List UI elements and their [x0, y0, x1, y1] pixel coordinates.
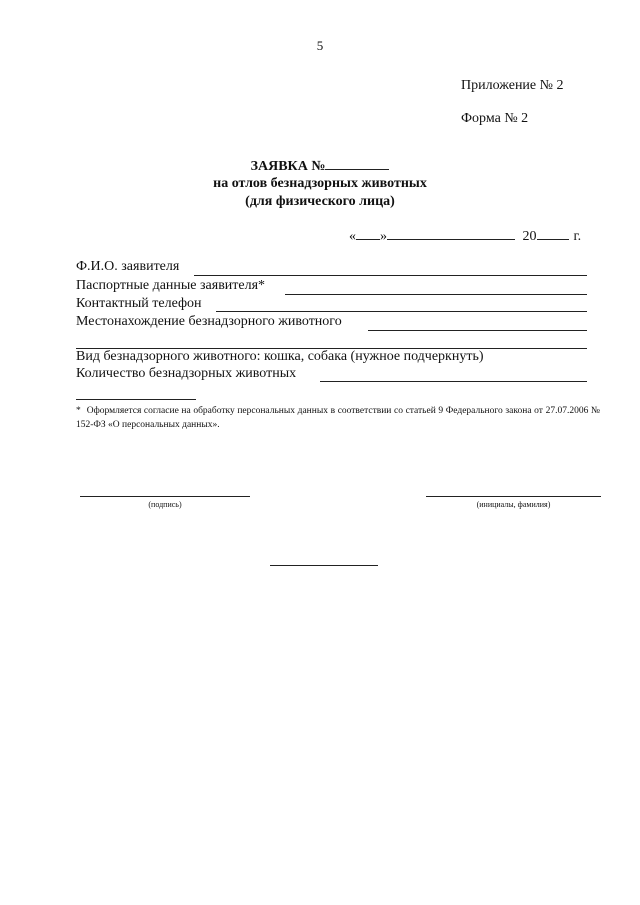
month-blank[interactable] [387, 227, 515, 240]
footnote-text: Оформляется согласие на обработку персональных данных в соответствии со статьей 9 Федерального закона от 27.07.2006 № 152-ФЗ «О персональных данных». [76, 406, 600, 430]
date-row [349, 227, 581, 245]
date-close-quote: » [380, 229, 387, 244]
applicant-name-label: Ф.И.О. заявителя [76, 259, 180, 274]
passport-label: Паспортные данные заявителя* [76, 278, 266, 293]
initials-line[interactable] [426, 496, 601, 497]
application-subtitle: на отлов безнадзорных животных [213, 176, 427, 191]
applicant-name-line[interactable] [194, 275, 587, 276]
location-line[interactable] [368, 330, 587, 331]
application-subtitle-person: (для физического лица) [245, 194, 395, 209]
form-number-label: Форма № 2 [461, 111, 529, 126]
date-open-quote: « [349, 229, 356, 244]
phone-line[interactable] [216, 311, 587, 312]
year-blank[interactable] [537, 227, 569, 240]
phone-label: Контактный телефон [76, 296, 202, 311]
appendix-label: Приложение № 2 [461, 78, 564, 93]
location-label: Местонахождение безнадзорного животного [76, 314, 342, 329]
application-number-blank[interactable] [325, 157, 389, 170]
footnote [76, 404, 600, 432]
end-separator [270, 565, 378, 566]
signature-label: (подпись) [148, 500, 182, 509]
animal-type-label: Вид безнадзорного животного: кошка, собака (нужное подчеркнуть) [76, 349, 484, 364]
day-blank[interactable] [356, 227, 380, 240]
initials-label: (инициалы, фамилия) [476, 500, 551, 509]
footnote-marker: * [76, 406, 81, 416]
footnote-separator [76, 399, 196, 400]
animal-count-label: Количество безнадзорных животных [76, 366, 297, 381]
signature-line[interactable] [80, 496, 250, 497]
year-prefix: 20 [522, 229, 537, 244]
year-suffix: г. [573, 229, 582, 244]
application-title [0, 157, 640, 175]
passport-line[interactable] [285, 294, 587, 295]
page-number: 5 [316, 38, 324, 53]
animal-count-line[interactable] [320, 381, 587, 382]
application-title-text: ЗАЯВКА № [250, 159, 326, 174]
